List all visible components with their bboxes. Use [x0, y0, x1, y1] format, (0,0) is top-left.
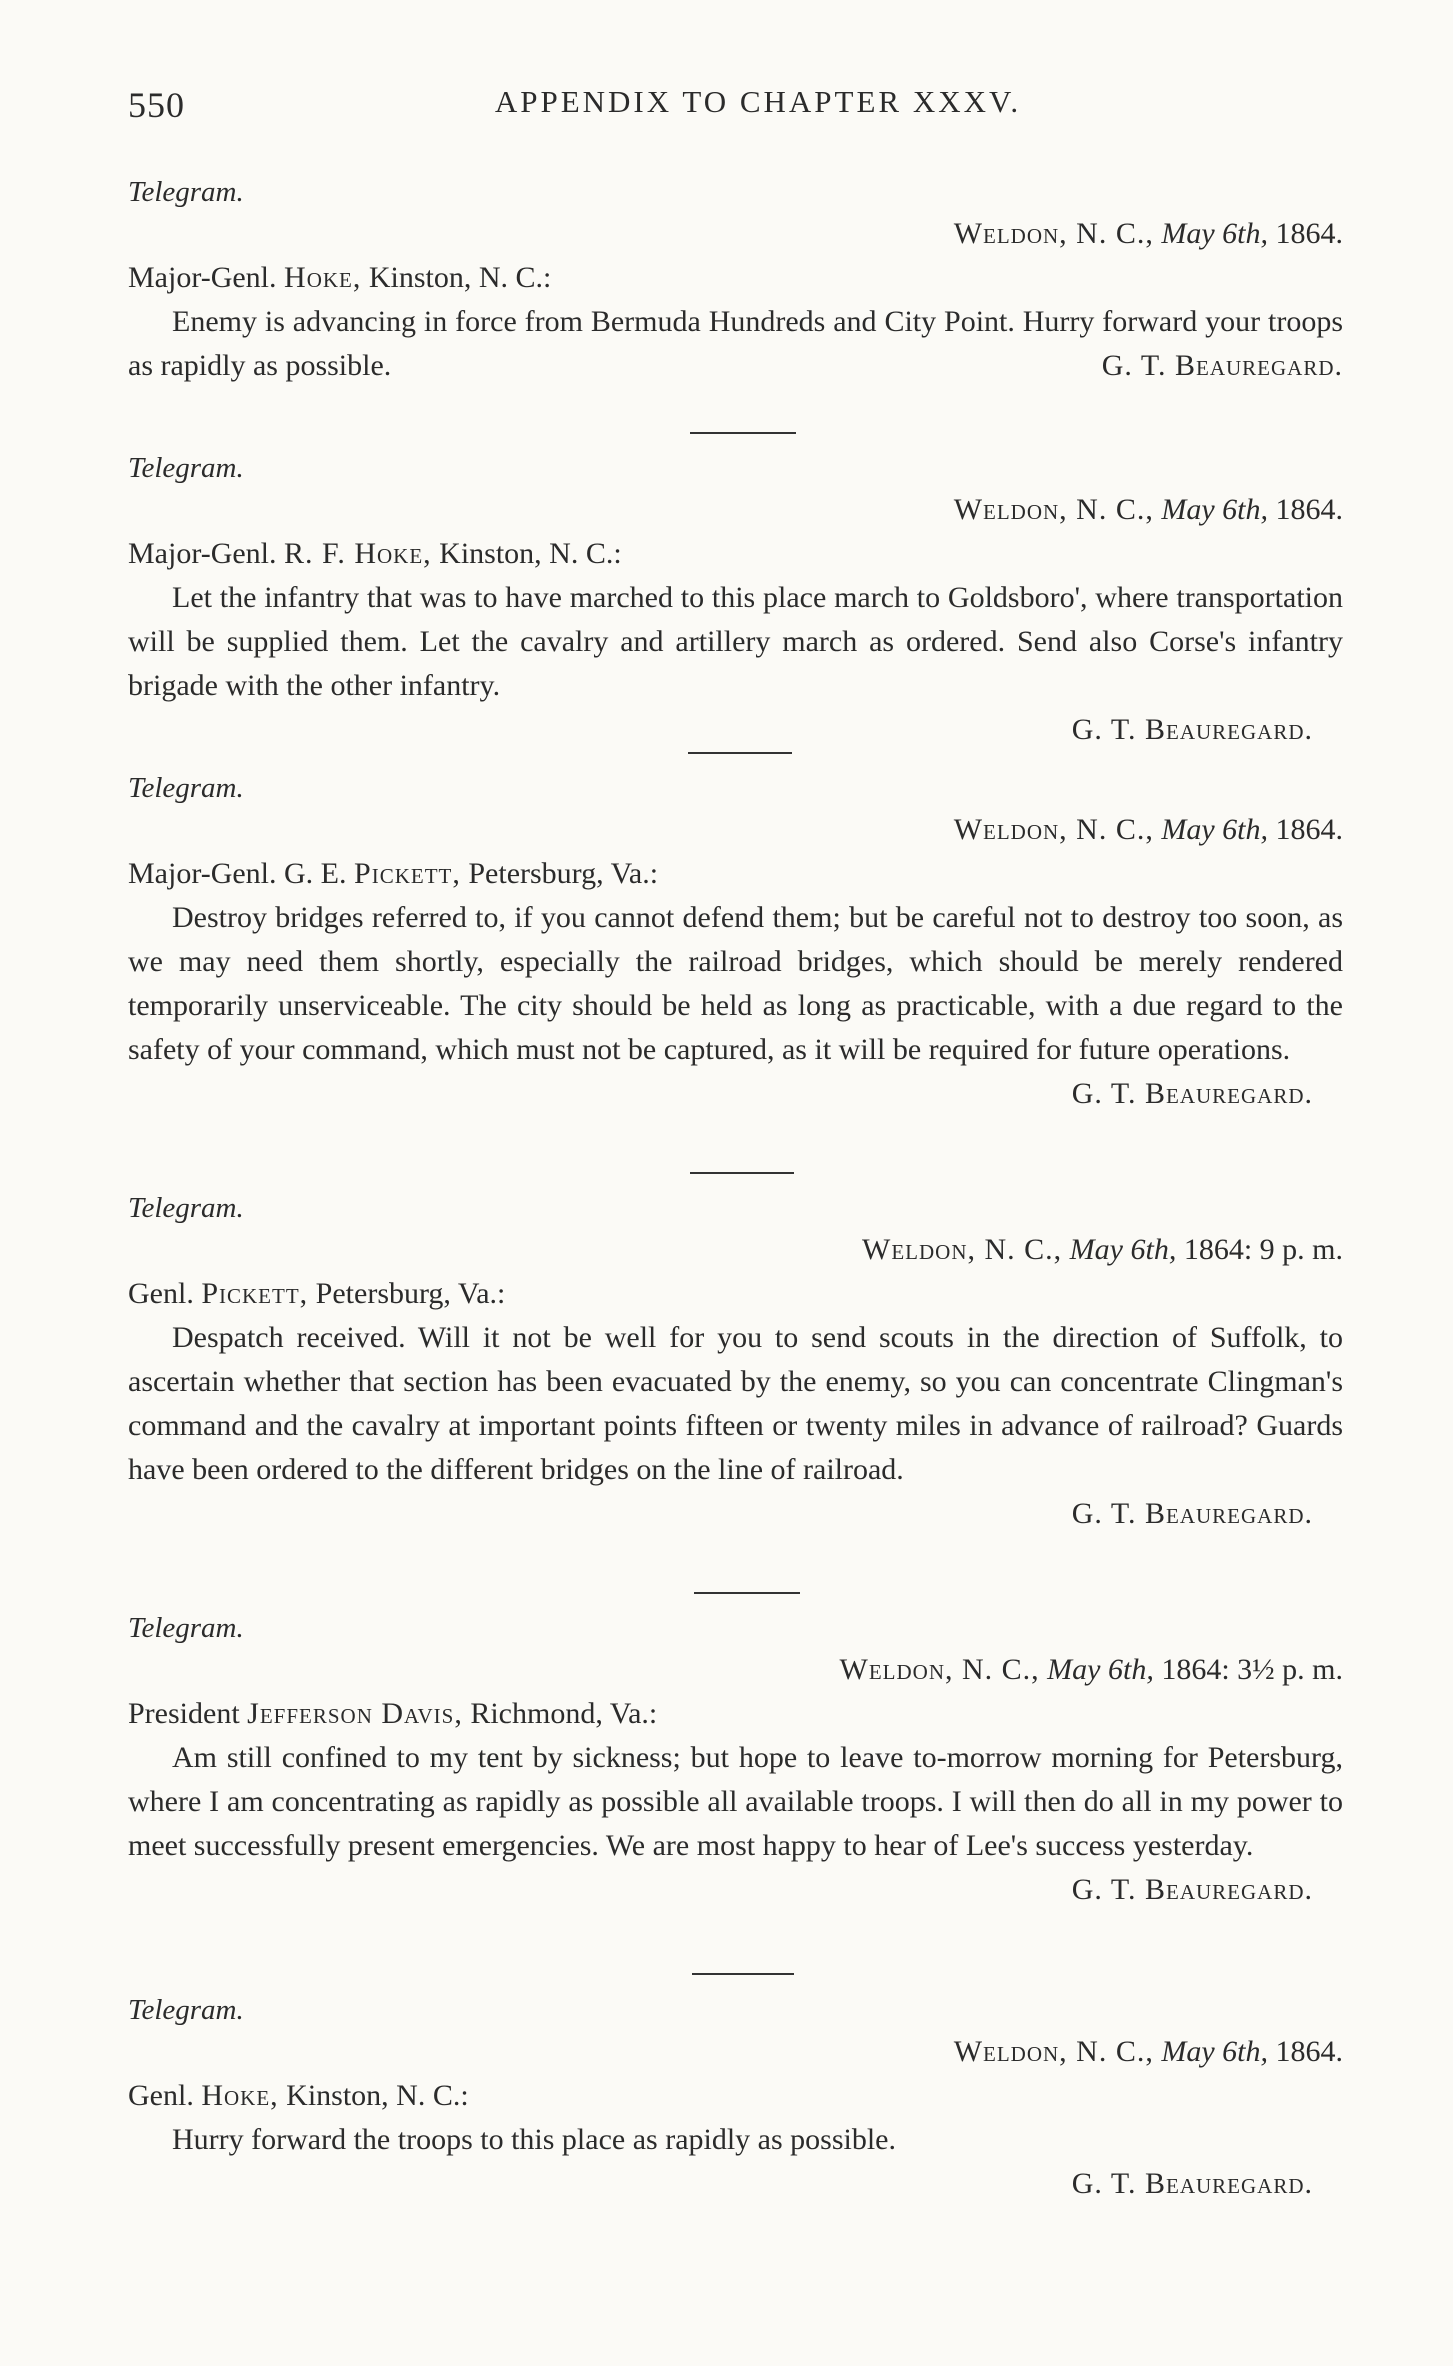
- dateline-date: May 6th,: [1161, 217, 1268, 250]
- dateline-year: 1864.: [1275, 2035, 1343, 2068]
- telegram-5: [128, 1608, 1343, 1912]
- telegram-signature: G. T. Beauregard.: [1071, 713, 1313, 746]
- telegram-label: Telegram.: [128, 1192, 244, 1224]
- section-divider: [690, 432, 796, 434]
- telegram-2: [128, 448, 1343, 752]
- address-name: Jefferson Davis,: [247, 1697, 463, 1730]
- dateline-place: Weldon, N. C.,: [839, 1653, 1040, 1686]
- dateline-date: May 6th,: [1047, 1653, 1154, 1686]
- telegram-label: Telegram.: [128, 1994, 244, 2026]
- address-prefix: Genl.: [128, 2079, 194, 2112]
- telegram-dateline: [128, 1228, 1343, 1272]
- dateline-place: Weldon, N. C.,: [953, 2035, 1154, 2068]
- dateline-time: 9 p. m.: [1259, 1233, 1343, 1266]
- address-prefix: Major-Genl.: [128, 537, 277, 570]
- telegram-address: [128, 256, 1343, 300]
- address-location: Kinston, N. C.:: [368, 261, 552, 294]
- telegram-6: [128, 1990, 1343, 2206]
- dateline-place: Weldon, N. C.,: [953, 493, 1154, 526]
- dateline-date: May 6th,: [1069, 1233, 1177, 1266]
- dateline-year: 1864.: [1275, 813, 1343, 846]
- page-number: 550: [128, 85, 185, 125]
- telegram-address: [128, 852, 1343, 896]
- telegram-body: Despatch received. Will it not be well for you to send scouts in the direction of Suffolk, to ascertain whether that section has been evacuated by the enemy, so you can concentrate Clingman's command and the cavalry at important points fifteen or twenty miles in advance of railroad? Guards have been ordered to the different bridges on the line of railroad.: [128, 1321, 1343, 1486]
- telegram-signature: G. T. Beauregard.: [1071, 1497, 1313, 1530]
- section-divider: [692, 1973, 794, 1975]
- telegram-dateline: [128, 488, 1343, 532]
- address-prefix: President: [128, 1697, 240, 1730]
- dateline-date: May 6th,: [1161, 2035, 1268, 2068]
- address-location: Richmond, Va.:: [470, 1697, 658, 1730]
- telegram-signature: G. T. Beauregard.: [1071, 1077, 1313, 1110]
- telegram-dateline: [128, 1648, 1343, 1692]
- telegram-body-text: Enemy is advancing in force from Bermuda Hundreds and City Point. Hurry forward your troops as rapidly as possible.: [128, 305, 1343, 382]
- address-name: Pickett,: [201, 1277, 309, 1310]
- dateline-year: 1864:: [1161, 1653, 1230, 1686]
- telegram-body: [128, 300, 1343, 388]
- section-divider: [688, 752, 792, 754]
- address-prefix: Major-Genl. G. E.: [128, 857, 347, 890]
- dateline-place: Weldon, N. C.,: [953, 813, 1154, 846]
- telegram-body: Am still confined to my tent by sickness; but hope to leave to-morrow morning for Petersburg, where I am concentrating as rapidly as possible all available troops. I will then do all in my power to meet successfully present emergencies. We are most happy to hear of Lee's success yesterday.: [128, 1741, 1343, 1862]
- telegram-address: [128, 1272, 1343, 1316]
- address-name: Hoke,: [284, 261, 362, 294]
- address-name: R. F. Hoke,: [284, 537, 432, 570]
- telegram-3: [128, 768, 1343, 1116]
- telegram-address: [128, 2074, 1343, 2118]
- dateline-date: May 6th,: [1161, 493, 1268, 526]
- address-name: Hoke,: [201, 2079, 279, 2112]
- dateline-place: Weldon, N. C.,: [953, 217, 1154, 250]
- telegram-4: [128, 1188, 1343, 1536]
- telegram-body: Hurry forward the troops to this place as rapidly as possible.: [172, 2123, 896, 2156]
- address-prefix: Genl.: [128, 1277, 194, 1310]
- telegram-dateline: [128, 2030, 1343, 2074]
- telegram-signature: G. T. Beauregard.: [1101, 349, 1343, 382]
- section-divider: [690, 1172, 794, 1174]
- telegram-body: Let the infantry that was to have marched to this place march to Goldsboro', where transportation will be supplied them. Let the cavalry and artillery march as ordered. Send also Corse's infantry brigade with the other infantry.: [128, 581, 1343, 702]
- dateline-year: 1864:: [1183, 1233, 1253, 1266]
- address-prefix: Major-Genl.: [128, 261, 277, 294]
- dateline-date: May 6th,: [1161, 813, 1268, 846]
- telegram-label: Telegram.: [128, 772, 244, 804]
- telegram-label: Telegram.: [128, 1612, 244, 1644]
- telegram-body: Destroy bridges referred to, if you cannot defend them; but be careful not to destroy too soon, as we may need them shortly, especially the railroad bridges, which should be merely rendered temporarily unserviceable. The city should be held as long as practicable, with a due regard to the safety of your command, which must not be captured, as it will be required for future operations.: [128, 901, 1343, 1066]
- address-location: Kinston, N. C.:: [439, 537, 622, 570]
- address-location: Petersburg, Va.:: [315, 1277, 506, 1310]
- dateline-year: 1864.: [1275, 217, 1343, 250]
- section-divider: [694, 1592, 800, 1594]
- telegram-dateline: [128, 212, 1343, 256]
- telegram-dateline: [128, 808, 1343, 852]
- telegram-label: Telegram.: [128, 176, 244, 208]
- address-location: Kinston, N. C.:: [286, 2079, 469, 2112]
- telegram-address: [128, 532, 1343, 576]
- chapter-title: APPENDIX TO CHAPTER XXXV.: [494, 84, 1022, 119]
- dateline-year: 1864.: [1275, 493, 1343, 526]
- telegram-label: Telegram.: [128, 452, 244, 484]
- running-head: [128, 84, 1348, 130]
- telegram-signature: G. T. Beauregard.: [1071, 1873, 1313, 1906]
- address-name: Pickett,: [354, 857, 461, 890]
- address-location: Petersburg, Va.:: [468, 857, 659, 890]
- telegram-address: [128, 1692, 1343, 1736]
- telegram-1: [128, 172, 1343, 388]
- telegram-signature: G. T. Beauregard.: [1071, 2167, 1313, 2200]
- dateline-place: Weldon, N. C.,: [862, 1233, 1063, 1266]
- dateline-time: 3½ p. m.: [1237, 1653, 1343, 1686]
